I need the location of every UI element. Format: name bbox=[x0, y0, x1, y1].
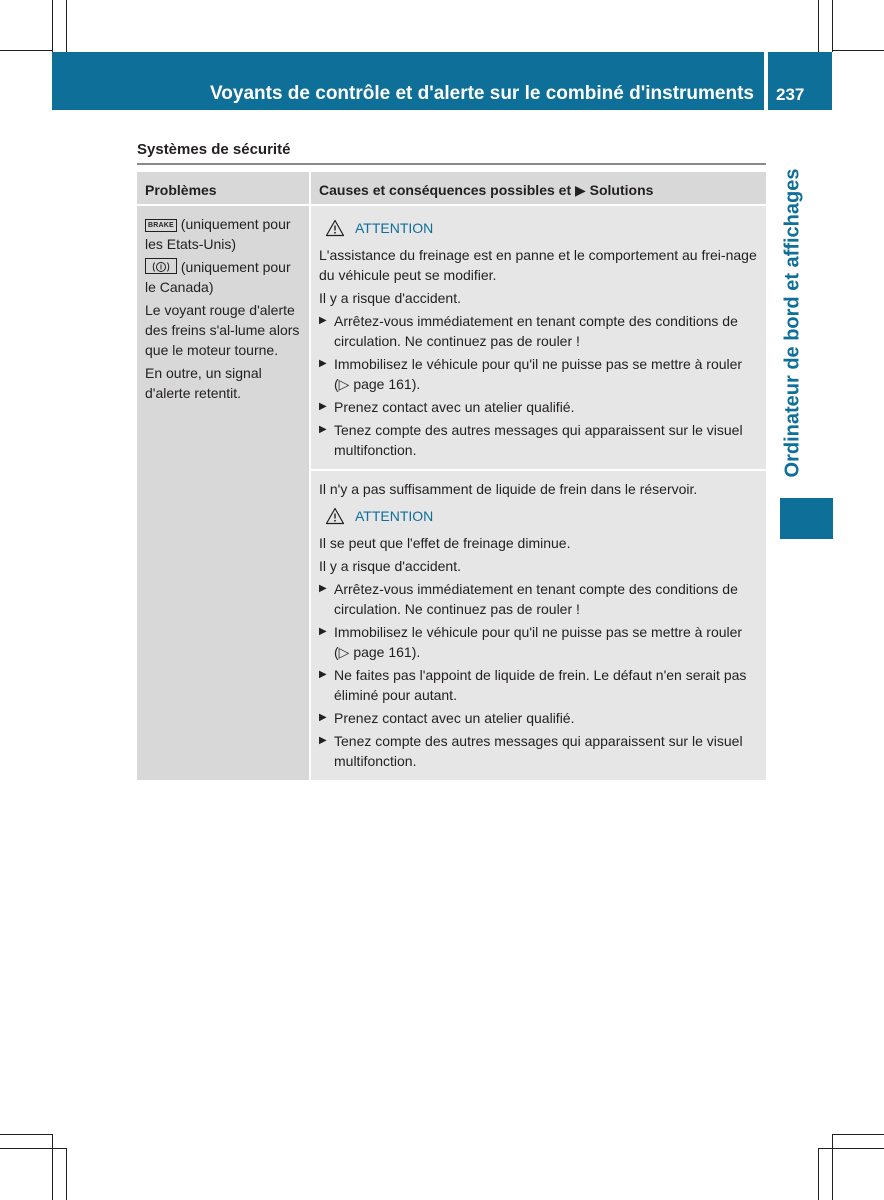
warning-risk: Il y a risque d'accident. bbox=[319, 290, 461, 306]
problem-description: Le voyant rouge d'alerte des freins s'al-lume alors que le moteur tourne. bbox=[145, 302, 300, 358]
safety-table bbox=[137, 172, 766, 780]
crop-mark bbox=[832, 0, 833, 52]
list-item bbox=[319, 311, 760, 351]
warning-heading bbox=[325, 217, 760, 239]
crop-mark bbox=[66, 0, 67, 52]
list-item bbox=[319, 665, 760, 705]
bullet-arrow-icon: ▶ bbox=[319, 583, 327, 594]
warning-text: L'assistance du freinage est en panne et le comportement au frei-nage du véhicule peut se modifier. bbox=[319, 247, 757, 283]
solutions-column bbox=[309, 206, 766, 780]
chapter-tab-label: Ordinateur de bord et affichages bbox=[781, 168, 804, 477]
bullet-arrow-icon: ▶ bbox=[319, 626, 327, 637]
problem-usa-text: (uniquement pour les Etats-Unis) bbox=[145, 216, 291, 252]
table-header bbox=[137, 172, 766, 206]
list-item-text: Arrêtez-vous immédiatement en tenant compte des conditions de circulation. Ne continuez pas de rouler ! bbox=[334, 313, 738, 349]
list-item-text: Immobilisez le véhicule pour qu'il ne puisse pas se mettre à rouler (▷ page 161). bbox=[334, 624, 743, 660]
page-title: Voyants de contrôle et d'alerte sur le combiné d'instruments bbox=[210, 83, 754, 104]
list-item-text: Immobilisez le véhicule pour qu'il ne puisse pas se mettre à rouler (▷ page 161). bbox=[334, 356, 743, 392]
list-item bbox=[319, 622, 760, 662]
warning-label: ATTENTION bbox=[355, 220, 434, 236]
list-item bbox=[319, 420, 760, 460]
bullet-arrow-icon: ▶ bbox=[319, 424, 327, 435]
warning-triangle-icon bbox=[325, 507, 345, 525]
bullet-arrow-icon: ▶ bbox=[319, 401, 327, 412]
warning-triangle-icon bbox=[325, 219, 345, 237]
list-item-text: Prenez contact avec un atelier qualifié. bbox=[334, 399, 575, 415]
list-item-text: Prenez contact avec un atelier qualifié. bbox=[334, 710, 575, 726]
list-item bbox=[319, 708, 760, 728]
section-title: Systèmes de sécurité bbox=[137, 141, 291, 158]
bullet-arrow-icon: ▶ bbox=[319, 712, 327, 723]
crop-mark bbox=[832, 50, 884, 51]
crop-mark bbox=[818, 0, 819, 52]
crop-mark bbox=[832, 1134, 833, 1200]
list-item-text: Arrêtez-vous immédiatement en tenant compte des conditions de circulation. Ne continuez pas de rouler ! bbox=[334, 581, 738, 617]
list-item-text: Tenez compte des autres messages qui apparaissent sur le visuel multifonction. bbox=[334, 422, 743, 458]
crop-mark bbox=[818, 1148, 884, 1149]
chapter-tab bbox=[778, 155, 808, 490]
problem-canada bbox=[145, 257, 305, 297]
table-row bbox=[137, 206, 766, 780]
list-item bbox=[319, 397, 760, 417]
chapter-marker bbox=[780, 498, 833, 539]
warning-text: Il se peut que l'effet de freinage diminue. bbox=[319, 535, 571, 551]
warning-label: ATTENTION bbox=[355, 508, 434, 524]
brake-circle-indicator-icon bbox=[145, 258, 177, 274]
bullet-arrow-icon: ▶ bbox=[319, 735, 327, 746]
page-number-box bbox=[768, 52, 832, 110]
crop-mark bbox=[0, 1148, 66, 1149]
problem-signal: En outre, un signal d'alerte retentit. bbox=[145, 365, 262, 401]
crop-mark bbox=[0, 1134, 52, 1135]
bullet-arrow-icon: ▶ bbox=[319, 669, 327, 680]
crop-mark bbox=[832, 1134, 884, 1135]
problem-usa bbox=[145, 214, 305, 254]
crop-mark bbox=[52, 0, 53, 52]
bullet-arrow-icon: ▶ bbox=[319, 315, 327, 326]
list-item bbox=[319, 731, 760, 771]
crop-mark bbox=[818, 1148, 819, 1200]
header-bar bbox=[52, 52, 764, 110]
solution-cell-2 bbox=[311, 469, 766, 780]
section-divider bbox=[137, 163, 766, 165]
column-header-causes: Causes et conséquences possibles et ▶ Solutions bbox=[309, 172, 766, 204]
list-item-text: Ne faites pas l'appoint de liquide de frein. Le défaut n'en serait pas éliminé pour autant. bbox=[334, 667, 747, 703]
list-item-text: Tenez compte des autres messages qui apparaissent sur le visuel multifonction. bbox=[334, 733, 743, 769]
column-header-problems: Problèmes bbox=[145, 182, 217, 198]
problem-cell bbox=[137, 206, 309, 780]
brake-indicator-icon: BRAKE bbox=[145, 219, 177, 232]
crop-mark bbox=[66, 1148, 67, 1200]
warning-risk: Il y a risque d'accident. bbox=[319, 558, 461, 574]
crop-mark bbox=[0, 50, 52, 51]
page-number: 237 bbox=[776, 85, 805, 104]
crop-mark bbox=[52, 1134, 53, 1200]
solution-cell-1 bbox=[311, 206, 766, 469]
list-item bbox=[319, 354, 760, 394]
problem-canada-text: (uniquement pour le Canada) bbox=[145, 259, 291, 295]
cause-text: Il n'y a pas suffisamment de liquide de frein dans le réservoir. bbox=[319, 481, 698, 497]
list-item bbox=[319, 579, 760, 619]
bullet-arrow-icon: ▶ bbox=[319, 358, 327, 369]
warning-heading bbox=[325, 505, 760, 527]
